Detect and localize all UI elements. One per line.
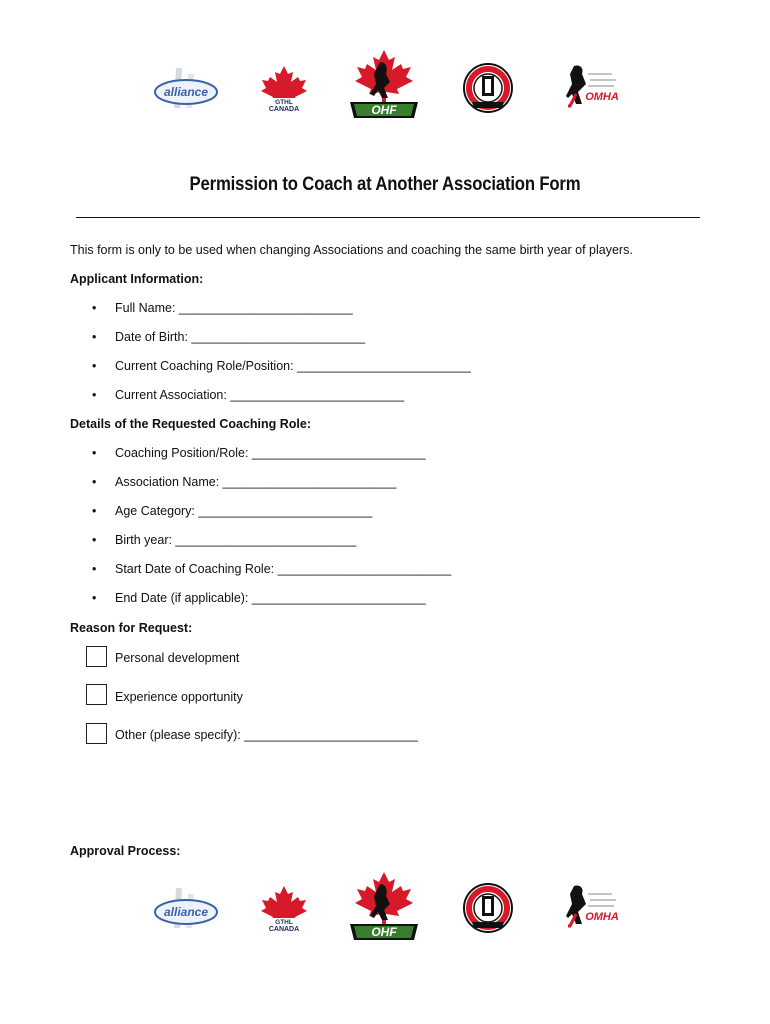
reason-heading: Reason for Request: xyxy=(70,621,193,635)
svg-text:OHF: OHF xyxy=(371,925,397,939)
bullet: • xyxy=(92,446,97,460)
birth-year-field[interactable]: Birth year: __________________________ xyxy=(115,533,357,547)
svg-text:OHF: OHF xyxy=(371,103,397,117)
start-date-field[interactable]: Start Date of Coaching Role: _________________________ xyxy=(115,562,452,576)
association-name-field[interactable]: Association Name: _________________________ xyxy=(115,475,397,489)
ohf-logo xyxy=(344,48,424,120)
logo-row-bottom xyxy=(0,870,770,960)
experience-opportunity-label: Experience opportunity xyxy=(115,690,243,704)
end-date-field[interactable]: End Date (if applicable): _________________________ xyxy=(115,591,426,605)
svg-text:OMHA: OMHA xyxy=(585,911,619,923)
title-divider xyxy=(76,217,700,218)
logo-row-top xyxy=(0,40,770,130)
full-name-field[interactable]: Full Name: _________________________ xyxy=(115,301,353,315)
personal-development-checkbox[interactable] xyxy=(86,646,107,667)
personal-development-label: Personal development xyxy=(115,651,240,665)
date-of-birth-field[interactable]: Date of Birth: _________________________ xyxy=(115,330,366,344)
requested-role-heading: Details of the Requested Coaching Role: xyxy=(70,417,312,431)
svg-text:alliance: alliance xyxy=(163,85,209,99)
intro-text: This form is only to be used when changing Associations and coaching the same birth year of players. xyxy=(70,243,633,257)
bullet: • xyxy=(92,562,97,576)
approval-heading: Approval Process: xyxy=(70,844,181,858)
nohl-logo xyxy=(462,882,514,934)
age-category-field[interactable]: Age Category: _________________________ xyxy=(115,504,373,518)
omha-logo xyxy=(564,882,624,932)
bullet: • xyxy=(92,533,97,547)
bullet: • xyxy=(92,359,97,373)
svg-text:CANADA: CANADA xyxy=(268,106,300,112)
svg-text:GTHL: GTHL xyxy=(275,99,293,106)
ohf-logo xyxy=(344,870,424,942)
current-association-field[interactable]: Current Association: _________________________ xyxy=(115,388,405,402)
svg-text:alliance: alliance xyxy=(163,905,209,919)
bullet: • xyxy=(92,388,97,402)
alliance-hockey-logo xyxy=(152,884,220,932)
gthl-canada-logo xyxy=(258,64,310,112)
bullet: • xyxy=(92,301,97,315)
other-reason-label[interactable]: Other (please specify): _________________________ xyxy=(115,728,419,742)
alliance-hockey-logo xyxy=(152,64,220,112)
omha-logo xyxy=(564,62,624,112)
bullet: • xyxy=(92,591,97,605)
applicant-heading: Applicant Information: xyxy=(70,272,204,286)
svg-text:OMHA: OMHA xyxy=(585,91,619,103)
other-reason-checkbox[interactable] xyxy=(86,723,107,744)
gthl-canada-logo xyxy=(258,884,310,932)
svg-text:CANADA: CANADA xyxy=(268,926,300,932)
nohl-logo xyxy=(462,62,514,114)
experience-opportunity-checkbox[interactable] xyxy=(86,684,107,705)
coaching-position-field[interactable]: Coaching Position/Role: _________________________ xyxy=(115,446,426,460)
bullet: • xyxy=(92,475,97,489)
page-title: Permission to Coach at Another Association Form xyxy=(189,174,581,195)
current-role-field[interactable]: Current Coaching Role/Position: _________________________ xyxy=(115,359,471,373)
svg-text:GTHL: GTHL xyxy=(275,919,293,926)
bullet: • xyxy=(92,330,97,344)
bullet: • xyxy=(92,504,97,518)
